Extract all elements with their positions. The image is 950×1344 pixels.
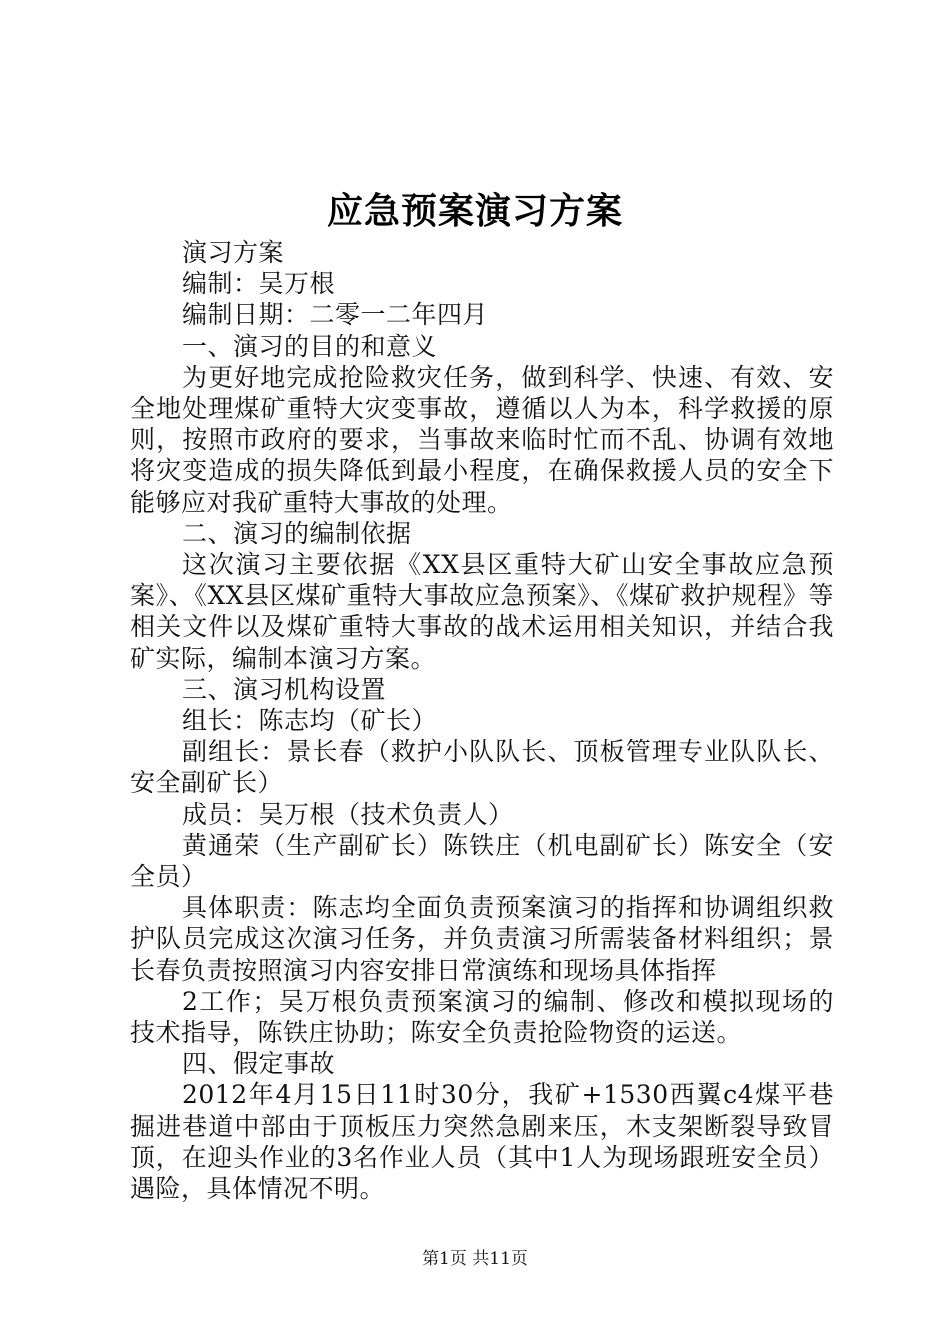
paragraph-accident: 2012年4月15日11时30分，我矿+1530西翼c4煤平巷掘进巷道中部由于顶板压力突然急剧来压，木支架断裂导致冒顶，在迎头作业的3名作业人员（其中1人为现场跟班安全员）遇险，具体情况不明。 bbox=[130, 1080, 834, 1204]
paragraph-members-cont: 黄通荣（生产副矿长）陈铁庄（机电副矿长）陈安全（安全员） bbox=[130, 830, 834, 892]
section-heading-organization: 三、演习机构设置 bbox=[182, 674, 387, 704]
document-body bbox=[130, 237, 834, 1204]
paragraph-leader: 组长：陈志均（矿长） bbox=[182, 706, 438, 736]
section-heading-purpose: 一、演习的目的和意义 bbox=[182, 331, 438, 361]
section-heading-accident: 四、假定事故 bbox=[182, 1049, 336, 1079]
paragraph-date: 编制日期：二零一二年四月 bbox=[182, 300, 489, 330]
document-title: 应急预案演习方案 bbox=[326, 190, 623, 232]
paragraph-basis: 这次演习主要依据《XX县区重特大矿山安全事故应急预案》、《XX县区煤矿重特大事故应急预案》、《煤矿救护规程》等相关文件以及煤矿重特大事故的战术运用相关知识，并结合我矿实际，编制本演习方案。 bbox=[130, 550, 834, 673]
paragraph-drill-plan: 演习方案 bbox=[182, 238, 285, 267]
page-footer: 第1页 共11页 bbox=[422, 1249, 528, 1269]
paragraph-duties: 具体职责：陈志均全面负责预案演习的指挥和协调组织救护队员完成这次演习任务，并负责演习所需装备材料组织；景长春负责按照演习内容安排日常演练和现场具体指挥 bbox=[130, 893, 834, 985]
paragraph-members: 成员：吴万根（技术负责人） bbox=[182, 799, 514, 829]
section-heading-basis: 二、演习的编制依据 bbox=[182, 518, 412, 548]
paragraph-author: 编制：吴万根 bbox=[182, 269, 336, 299]
paragraph-deputy-leader: 副组长：景长春（救护小队队长、顶板管理专业队队长、安全副矿长） bbox=[130, 737, 834, 798]
paragraph-duties-cont: 2工作；吴万根负责预案演习的编制、修改和模拟现场的技术指导，陈铁庄协助；陈安全负责抢险物资的运送。 bbox=[130, 986, 834, 1048]
paragraph-purpose: 为更好地完成抢险救灾任务，做到科学、快速、有效、安全地处理煤矿重特大灾变事故，遵循以人为本，科学救援的原则，按照市政府的要求，当事故来临时忙而不乱、协调有效地将灾变造成的损失降低到最小程度，在确保救援人员的安全下能够应对我矿重特大事故的处理。 bbox=[130, 362, 834, 517]
